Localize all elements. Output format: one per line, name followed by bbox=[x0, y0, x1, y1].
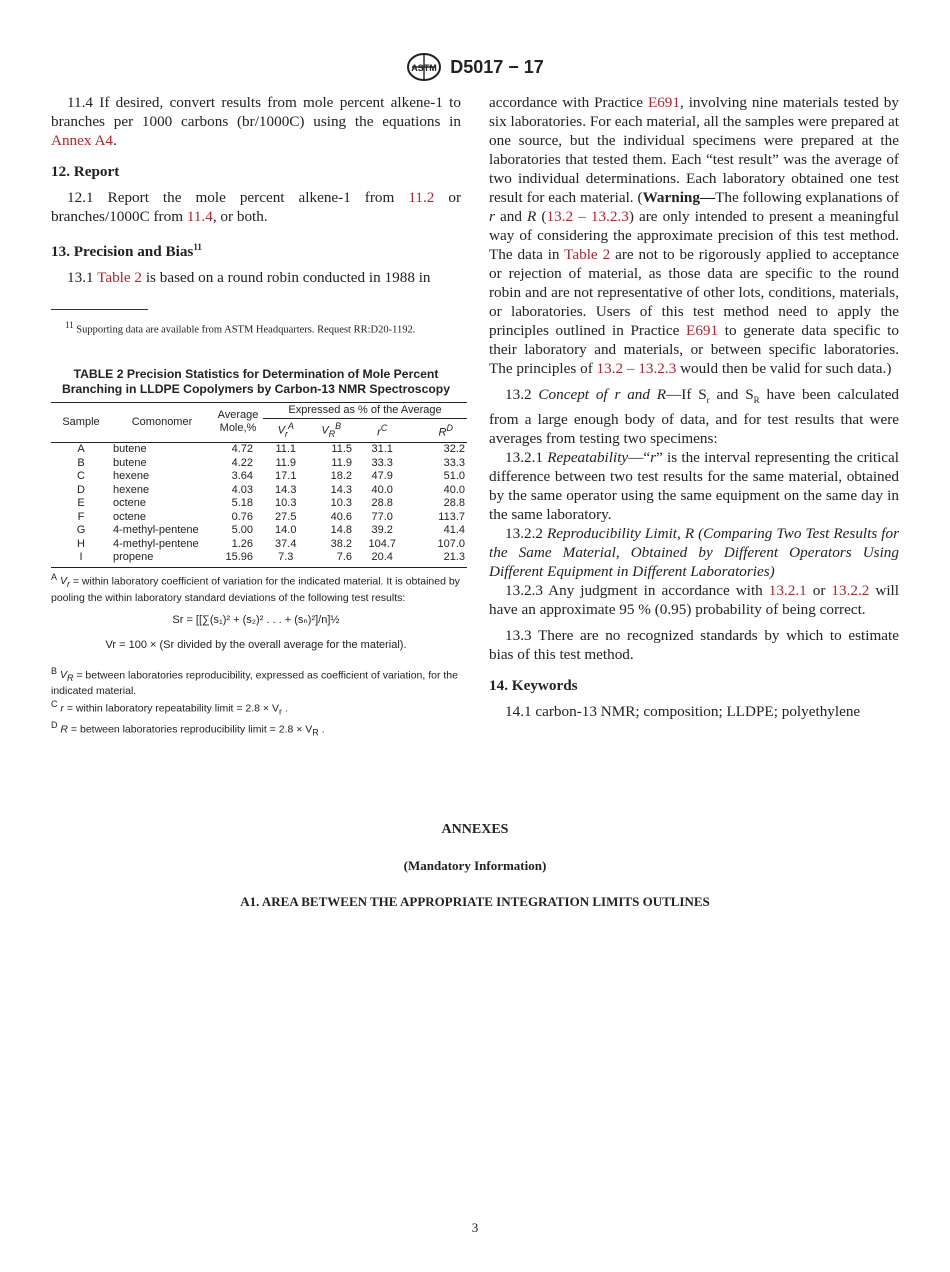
table-cell: C bbox=[77, 470, 85, 483]
table-cell: 4.03 bbox=[231, 483, 253, 496]
left-column bbox=[51, 93, 465, 739]
table-cell: 4.72 bbox=[231, 443, 253, 456]
para-11-4: 11.4 If desired, convert results from mole percent alkene-1 to branches per 1000 carbons (br/1000C) using the equations in Annex A4. bbox=[51, 94, 461, 149]
link-13-2[interactable]: 13.2 – 13.2.3 bbox=[546, 208, 629, 225]
para-13-3: 13.3 There are no recognized standards by which to estimate bias of this test method. bbox=[489, 627, 899, 664]
formula-sr: Sr = [[∑(s₁)² + (s₂)² . . . + (sₙ)²]/n]½ bbox=[172, 613, 340, 626]
table-cell: 37.4 bbox=[275, 537, 297, 550]
table-cell: 41.4 bbox=[443, 524, 465, 537]
table-footnote-b: $^B$ $V_R$ = between laboratories reproducibility, expressed as coefficient of variation, for the indicated material. bbox=[51, 665, 458, 698]
table-cell: 77.0 bbox=[371, 510, 393, 523]
link-annex-a4[interactable]: Annex A4 bbox=[51, 132, 114, 149]
table-cell: butene bbox=[113, 443, 147, 456]
table-cell: D bbox=[77, 483, 85, 496]
table-cell: 32.2 bbox=[443, 443, 465, 456]
table-row bbox=[51, 497, 467, 511]
astm-logo-icon bbox=[406, 52, 442, 82]
table-cell: I bbox=[79, 551, 83, 564]
table-cell: 33.3 bbox=[443, 456, 465, 469]
link-e691[interactable]: E691 bbox=[647, 94, 680, 111]
table-2-title: TABLE 2 Precision Statistics for Determination of Mole Percent Branching in LLDPE Copolymers by Carbon-13 NMR Spectroscopy bbox=[61, 366, 451, 396]
table-cell: 14.8 bbox=[330, 524, 352, 537]
link-table-2[interactable]: Table 2 bbox=[97, 269, 143, 287]
table-cell: 14.3 bbox=[330, 483, 352, 496]
link-13-2-1[interactable]: 13.2.1 bbox=[768, 582, 807, 600]
table-cell: 5.00 bbox=[231, 524, 253, 537]
table-cell: octene bbox=[113, 510, 147, 523]
link-13-2-2[interactable]: 13.2.2 bbox=[831, 582, 870, 600]
table-cell: propene bbox=[113, 551, 154, 564]
para-12-1: 12.1 Report the mole percent alkene-1 from 11.2 or branches/1000C from 11.4, or both. bbox=[51, 189, 461, 225]
svg-text:ASTM: ASTM bbox=[411, 63, 437, 73]
formula-vr: Vr = 100 × (Sr divided by the overall average for the material). bbox=[105, 638, 407, 651]
table-cell: 40.0 bbox=[371, 483, 393, 496]
table-cell: 11.5 bbox=[331, 443, 352, 456]
table-cell: 0.76 bbox=[231, 510, 253, 523]
table-cell: 7.6 bbox=[336, 551, 352, 564]
annexes-title: ANNEXES bbox=[441, 822, 509, 837]
precision-table: Sample Comonomer Average Mole,% Expressed as % of the Average $V_r^A$ $V_R^B$ $r^C$ $R^D$ A butene 4.72 11.1 11.5 31.1 32.2 B butene 4.22 11.9 11.9 33.3 33.3 C hexene 3.64 17.1 18.2 47.9 51.0 D hexene 4.03 14.3 14.3 40.0 40.0 E octene 5.18 10.3 10.3 28.8 28.8 F octene 0.76 27.5 40.6 77.0 113.7 G 4-methyl-pentene 5.00 14.0 14.8 39.2 41.4 H 4-methyl-pentene 1.26 37.4 38.2 104.7 107.0 I propene 15.96 7.3 7.6 20.4 21.3 bbox=[51, 402, 467, 568]
table-cell: 11.1 bbox=[275, 443, 297, 456]
para-13-2-3: 13.2.3 Any judgment in accordance with 13.2.1 or 13.2.2 will have an approximate 95 % (0.95) probability of being correct. bbox=[489, 582, 899, 619]
annex-a1-title: A1. AREA BETWEEN THE APPROPRIATE INTEGRATION LIMITS OUTLINES bbox=[240, 894, 710, 909]
table-cell: E bbox=[77, 497, 85, 510]
table-cell: 17.1 bbox=[275, 470, 297, 483]
table-cell: 4-methyl-pentene bbox=[113, 524, 199, 537]
table-row bbox=[51, 470, 467, 484]
link-13-2[interactable]: 13.2 – 13.2.3 bbox=[596, 360, 677, 377]
table-footnote-c: $^C$ r = within laboratory repeatability limit = $2.8 \times V_r$ . bbox=[51, 699, 288, 717]
para-13-1-cont: accordance with Practice E691, involving nine materials tested by six laboratories. For each material, all the samples were prepared at one source, but the individual specimens were prepared at the laboratories that tested them. Each “test result” was the average of two individual determinations. Each laboratory obtained one test result for each material. (Warning—The following explanations of r and R (13.2 – 13.2.3) are only intended to present a meaningful way of considering the approximate precision of this test method. The data in Table 2 are not to be rigorously applied to acceptance or rejection of material, as those data are specific to the round robin and are not representative of other lots, conditions, materials, or laboratories. Users of this test method need to apply the principles outlined in Practice E691 to generate data specific to their laboratory and materials, or between specific laboratories. The principles of 13.2 – 13.2.3 would then be valid for such data.) bbox=[489, 94, 900, 377]
table-row bbox=[51, 443, 467, 457]
heading-keywords: 14. Keywords bbox=[489, 677, 578, 695]
table-cell: 31.1 bbox=[371, 443, 393, 456]
table-cell: 4.22 bbox=[231, 456, 253, 469]
table-cell: octene bbox=[113, 497, 147, 510]
table-cell: 47.9 bbox=[371, 470, 393, 483]
table-cell: 14.3 bbox=[275, 483, 297, 496]
table-cell: 15.96 bbox=[225, 551, 253, 564]
table-cell: butene bbox=[113, 456, 147, 469]
table-cell: B bbox=[77, 456, 85, 469]
link-11-2[interactable]: 11.2 bbox=[408, 189, 435, 206]
table-cell: 104.7 bbox=[368, 537, 396, 550]
table-cell: 10.3 bbox=[275, 497, 297, 510]
document-id: D5017 − 17 bbox=[450, 56, 544, 77]
table-cell: 51.0 bbox=[443, 470, 465, 483]
table-cell: 5.18 bbox=[231, 497, 253, 510]
table-cell: 39.2 bbox=[371, 524, 393, 537]
link-11-4[interactable]: 11.4 bbox=[186, 208, 213, 225]
page-number: 3 bbox=[471, 1220, 479, 1235]
para-13-2-2: 13.2.2 Reproducibility Limit, R (Comparing Two Test Results for the Same Material, Obtained by Different Operators Using Different Equipment in Different Laboratories) bbox=[489, 525, 900, 581]
heading-report: 12. Report bbox=[51, 163, 120, 180]
heading-precision-bias: 13. Precision and Bias$^{11}$ bbox=[51, 242, 202, 261]
table-footnote-d: $^D$ R = between laboratories reproducibility limit = $2.8 \times V_R$ . bbox=[51, 719, 325, 738]
page-header bbox=[0, 52, 950, 82]
table-cell: G bbox=[76, 524, 86, 537]
table-cell: hexene bbox=[113, 470, 150, 483]
para-14-1: 14.1 carbon-13 NMR; composition; LLDPE; polyethylene bbox=[505, 703, 861, 721]
table-cell: 7.3 bbox=[278, 551, 294, 564]
table-cell: 14.0 bbox=[275, 524, 297, 537]
table-cell: 3.64 bbox=[231, 470, 253, 483]
table-row bbox=[51, 524, 467, 538]
table-cell: 33.3 bbox=[371, 456, 393, 469]
table-row bbox=[51, 551, 467, 565]
para-13-2-1: 13.2.1 Repeatability—“r” is the interval representing the critical difference between two test results for the same material, obtained by the same operator using the same equipment on the same day in the same laboratory. bbox=[489, 449, 899, 524]
table-cell: F bbox=[77, 510, 85, 523]
table-cell: 40.6 bbox=[330, 510, 352, 523]
table-cell: 18.2 bbox=[330, 470, 352, 483]
table-cell: 28.8 bbox=[443, 497, 465, 510]
annexes-subtitle: (Mandatory Information) bbox=[403, 858, 547, 873]
footnote-rule bbox=[51, 309, 148, 310]
table-cell: 107.0 bbox=[437, 537, 465, 550]
table-footnote-a: $^A$ $V_r$ = within laboratory coefficient of variation for the indicated material. It is obtained by pooling the within laboratory standard deviations of the following test results: bbox=[51, 571, 460, 604]
para-13-2: 13.2 Concept of r and R—If $S_r$ and $S_R$ have been calculated from a large enough body of data, and for test results that were averages from testing two specimens: bbox=[489, 386, 900, 448]
table-cell: 1.26 bbox=[231, 537, 253, 550]
table-cell: 28.8 bbox=[371, 497, 393, 510]
table-cell: A bbox=[77, 443, 85, 456]
footnote-11: $^{11}$ Supporting data are available from ASTM Headquarters. Request RR:D20-1192. bbox=[65, 320, 416, 336]
table-cell: 21.3 bbox=[443, 551, 465, 564]
table-cell: H bbox=[77, 537, 85, 550]
table-cell: 11.9 bbox=[331, 456, 352, 469]
table-row bbox=[51, 511, 467, 525]
table-cell: 4-methyl-pentene bbox=[113, 537, 199, 550]
table-cell: 113.7 bbox=[438, 510, 465, 523]
table-cell: 38.2 bbox=[330, 537, 352, 550]
table-cell: 20.4 bbox=[371, 551, 393, 564]
table-cell: 11.9 bbox=[275, 456, 297, 469]
table-cell: 40.0 bbox=[443, 483, 465, 496]
table-row bbox=[51, 484, 467, 498]
para-13-1: 13.1 Table 2 is based on a round robin conducted in 1988 in bbox=[67, 269, 431, 287]
table-body bbox=[51, 443, 467, 565]
table-row bbox=[51, 457, 467, 471]
table-cell: 27.5 bbox=[275, 510, 297, 523]
table-cell: 10.3 bbox=[330, 497, 352, 510]
link-table-2[interactable]: Table 2 bbox=[564, 246, 611, 263]
table-row bbox=[51, 538, 467, 552]
right-column bbox=[489, 93, 899, 721]
link-e691[interactable]: E691 bbox=[686, 322, 719, 339]
table-cell: hexene bbox=[113, 483, 150, 496]
